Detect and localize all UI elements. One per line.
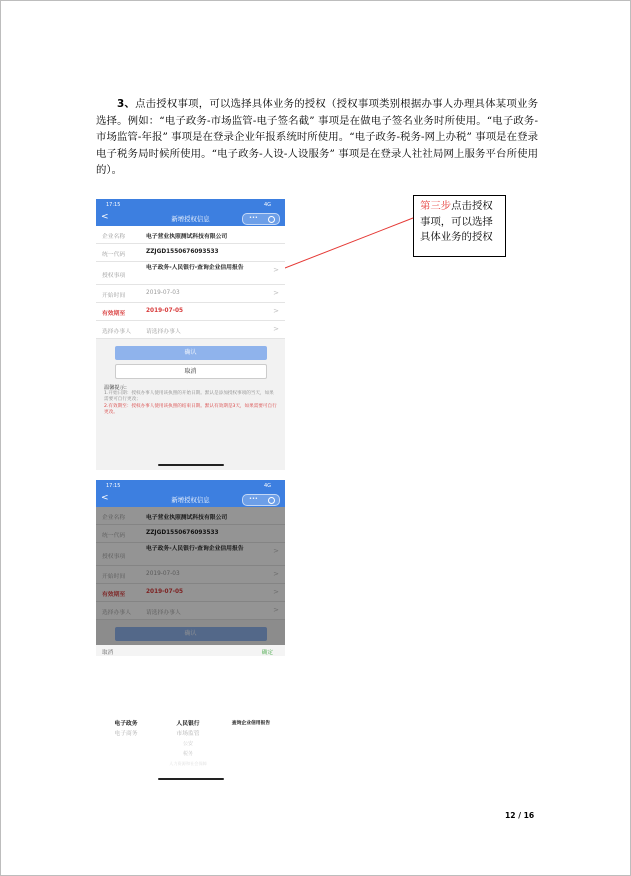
nav-bar — [96, 210, 285, 226]
picker-option[interactable]: 市场监管 — [176, 731, 200, 737]
back-icon[interactable]: < — [101, 212, 109, 222]
confirm-button[interactable]: 确认 — [115, 346, 267, 360]
picker-column-category[interactable] — [100, 719, 152, 739]
picker-option[interactable]: 公安 — [182, 741, 193, 747]
auth-item-value: 电子政务-人民银行-查询企业信用报告 — [146, 265, 244, 271]
chevron-right-icon: > — [273, 588, 279, 596]
more-icon[interactable]: ••• — [249, 215, 258, 221]
phone-screenshot-form — [96, 199, 285, 470]
valid-value: 2019-07-05 — [146, 589, 184, 595]
paragraph-text: 点击授权事项，可以选择具体业务的授权（授权事项类别根据办事人办理具体某项业务选择。例如：“电子政务-市场监管-电子签名截” 事项是在做电子签名业务时所使用。“电子政务-市场监管-年报” 事项是在登录企业年报系统时所使用。“电子政务-税务-网上办税” 事项是在登录电子税务局时候所使用。“电子政务-人设-人设服务” 事项是在登录人社社局网上服务平台所使用的）。 — [96, 98, 538, 177]
company-value: 电子营业执照测试科技有限公司 — [146, 515, 228, 521]
status-time: 17:15 — [106, 202, 121, 208]
picker-sheet — [96, 645, 285, 784]
agent-value: 请选择办事人 — [146, 610, 181, 616]
picker-column-department[interactable] — [160, 719, 216, 769]
chevron-right-icon: > — [273, 570, 279, 578]
start-label: 开始时间 — [102, 574, 126, 580]
status-bar — [96, 480, 285, 491]
start-label: 开始时间 — [102, 293, 126, 299]
chevron-right-icon: > — [273, 325, 279, 333]
start-value: 2019-07-03 — [146, 290, 180, 296]
auth-item-label: 授权事项 — [102, 554, 126, 560]
auth-item-label: 授权事项 — [102, 273, 126, 279]
tip-start: 1.开始日期：授权办事人使用该执照的开始日期。默认是添加授权事项的当天，如果需要可自行更改； — [104, 391, 274, 403]
capsule-menu[interactable] — [242, 213, 280, 225]
home-indicator — [158, 778, 224, 780]
tip-valid: 2.有效期至：授权办事人使用该执照的结束日期。默认有效期是3天，如果需要可自行更改。 — [104, 403, 277, 415]
close-circle-icon[interactable] — [268, 497, 275, 504]
chevron-right-icon: > — [273, 266, 279, 274]
chevron-right-icon: > — [273, 606, 279, 614]
callout-step: 第三步 — [420, 200, 452, 212]
picker-cancel-button[interactable]: 取消 — [102, 650, 114, 656]
auth-item-value: 电子政务-人民银行-查询企业信用报告 — [146, 546, 244, 552]
phone-screenshot-picker — [96, 480, 285, 784]
more-icon[interactable]: ••• — [249, 496, 258, 502]
valid-label: 有效期至 — [102, 311, 126, 317]
row-auth-item[interactable] — [96, 262, 285, 285]
status-bar — [96, 199, 285, 210]
nav-bar — [96, 491, 285, 507]
page-number: 12 / 16 — [505, 811, 535, 820]
tips-block — [96, 379, 285, 416]
home-indicator — [158, 464, 224, 466]
step-number: 3、 — [117, 98, 136, 110]
picker-option[interactable]: 查询企业信用报告 — [231, 721, 271, 726]
agent-label: 选择办事人 — [102, 610, 131, 616]
chevron-right-icon: > — [273, 307, 279, 315]
code-label: 统一代码 — [102, 533, 126, 539]
agent-label: 选择办事人 — [102, 329, 131, 335]
cancel-button[interactable]: 取消 — [115, 364, 267, 379]
nav-title: 新增授权信息 — [171, 215, 210, 223]
picker-option[interactable]: 电子政务 — [114, 721, 138, 727]
valid-value: 2019-07-05 — [146, 308, 184, 314]
code-value: ZZJGD1550676093533 — [146, 249, 219, 255]
status-signal: 4G — [263, 202, 271, 208]
chevron-right-icon: > — [273, 547, 279, 555]
picker-column-service[interactable] — [220, 719, 282, 729]
confirm-button[interactable]: 确认 — [115, 627, 267, 641]
company-label: 企业名称 — [102, 515, 126, 521]
row-agent[interactable] — [96, 321, 285, 339]
picker-option[interactable]: 电子商务 — [114, 731, 138, 737]
picker-option[interactable]: 税务 — [182, 751, 193, 757]
modal-overlay[interactable] — [96, 507, 285, 645]
row-valid-until[interactable] — [96, 303, 285, 321]
status-signal: 4G — [263, 483, 271, 489]
picker-option[interactable]: 人民银行 — [176, 721, 200, 727]
valid-label: 有效期至 — [102, 592, 126, 598]
row-code — [96, 244, 285, 262]
picker-toolbar — [96, 645, 285, 656]
status-time: 17:15 — [106, 483, 121, 489]
picker-confirm-button[interactable]: 确定 — [261, 650, 273, 656]
back-icon[interactable]: < — [101, 493, 109, 503]
row-start-date[interactable] — [96, 285, 285, 303]
code-label: 统一代码 — [102, 252, 126, 258]
company-value: 电子营业执照测试科技有限公司 — [146, 234, 228, 240]
code-value: ZZJGD1550676093533 — [146, 530, 219, 536]
company-label: 企业名称 — [102, 234, 126, 240]
tips-title: 温馨提示： — [104, 385, 130, 391]
picker-option[interactable]: 人力资源和社会保障 — [169, 761, 207, 766]
callout-text: 点击授权事项，可以选择具体业务的授权 — [420, 200, 493, 244]
chevron-right-icon: > — [273, 289, 279, 297]
start-value: 2019-07-03 — [146, 571, 180, 577]
row-company — [96, 226, 285, 244]
nav-title: 新增授权信息 — [171, 496, 210, 504]
agent-value: 请选择办事人 — [146, 329, 181, 335]
close-circle-icon[interactable] — [268, 216, 275, 223]
capsule-menu[interactable] — [242, 494, 280, 506]
